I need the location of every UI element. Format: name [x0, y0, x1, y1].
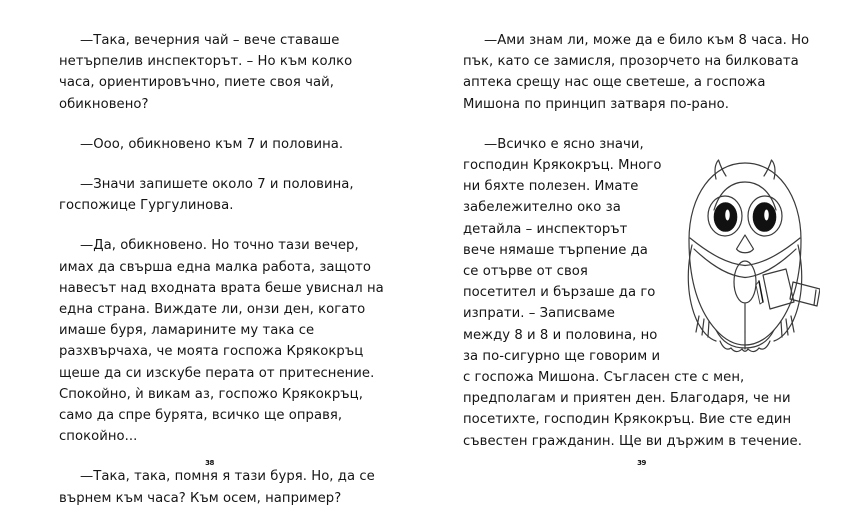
left-page-text-block: [59, 30, 387, 509]
page-number: 38: [205, 459, 214, 467]
right-page: [425, 0, 850, 482]
paragraph: —Значи запишете около 7 и половина, госпожице Гургулинова.: [59, 177, 354, 214]
owl-illustration: [670, 156, 820, 361]
page-number: 39: [637, 459, 646, 467]
paragraph: —Така, така, помня я тази буря. Но, да се върнем към часа? Към осем, например?: [59, 469, 375, 506]
paragraph: —Всичко е ясно значи, господин Крякокръц. Много ни бяхте полезен. Имате забележително око за детайла – инспекторът вече нямаше търпение да се отърве от своя посетител и бързаше да го изпрати. – Записваме между 8 и 8 и половина, но за по-сигурно ще говорим и с госпожа Мишона. Съгласен сте с мен, предполагам и приятен ден. Благодаря, че ни посетихте, господин Крякокръц. Вие сте един съвестен гражданин. Ще ви държим в течение.: [463, 136, 802, 449]
paragraph: —Да, обикновено. Но точно тази вечер, имах да свърша една малка работа, защото навесът над входната врата беше увиснал на една страна. Виждате ли, онзи ден, когато имаше буря, ламарините му така се разхвърчаха, че моята госпожа Крякокръц щеше да си изскубе перата от притеснение. Спокойно, ѝ викам аз, госпожо Крякокръц, само да спре бурята, всичко ще оправя, спокойно...: [59, 238, 384, 445]
paragraph: —Така, вечерния чай – вече ставаше нетърпелив инспекторът. – Но към колко часа, ориентировъчно, пиете своя чай, обикновено?: [59, 33, 353, 112]
paragraph: —Ооо, обикновено към 7 и половина.: [80, 136, 344, 152]
paragraph: —Ами знам ли, може да е било към 8 часа. Но пък, като се замисля, прозорчето на билковата аптека срещу нас още светеше, а госпожа Мишона по принцип затваря по-рано.: [463, 33, 810, 112]
right-page-text-block: [463, 30, 810, 452]
left-page: [0, 0, 425, 506]
